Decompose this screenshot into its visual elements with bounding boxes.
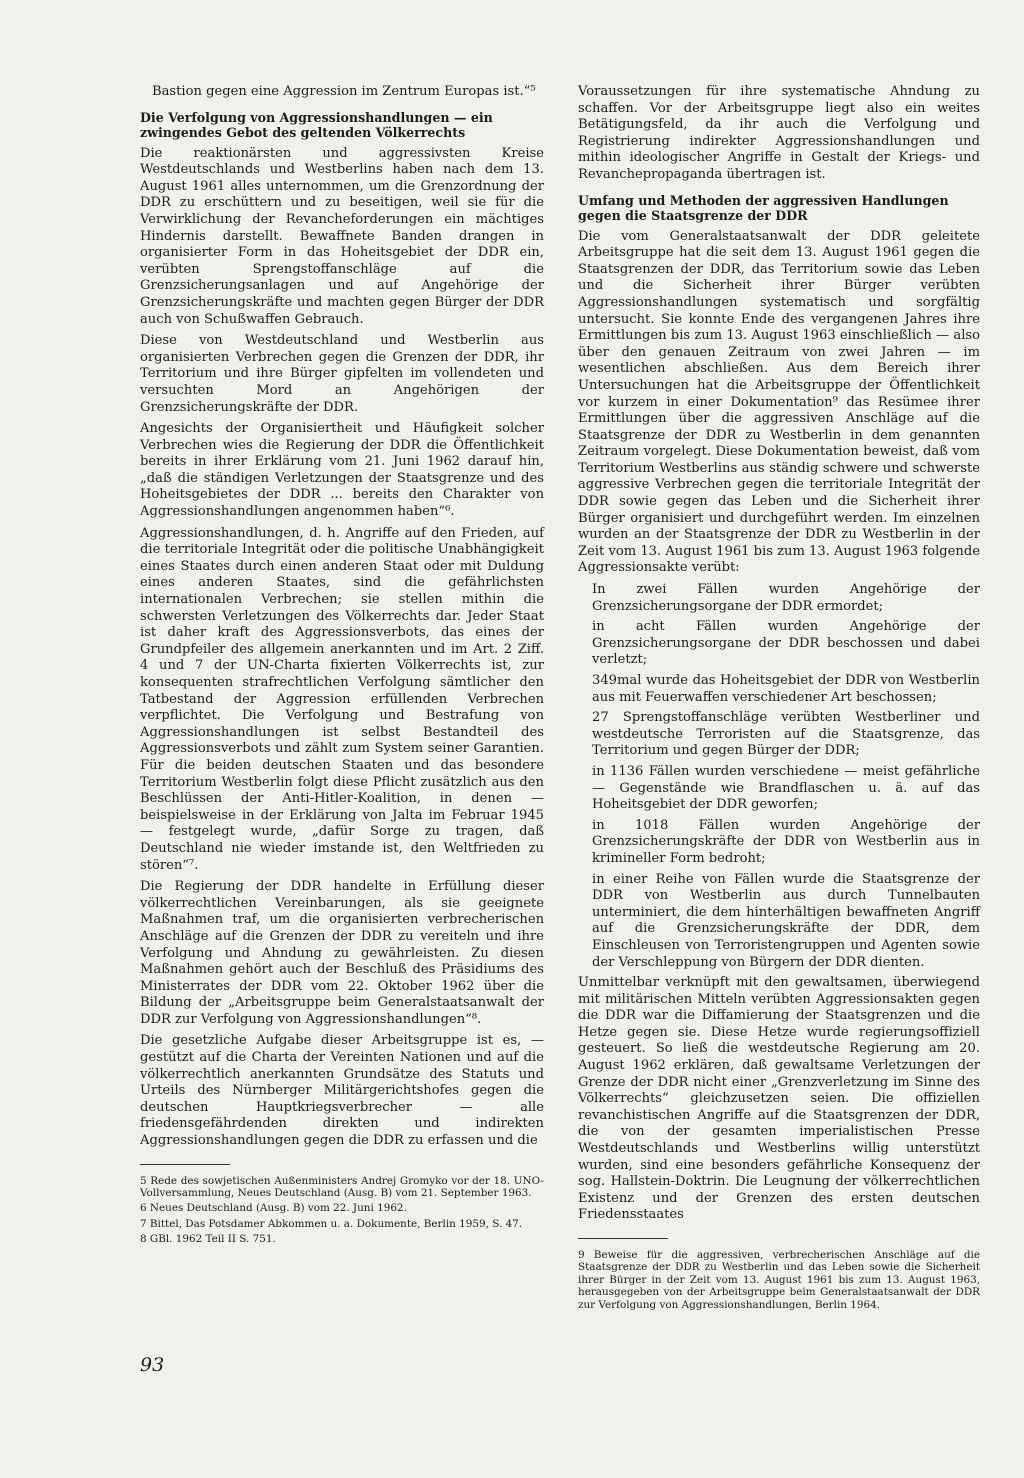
footnote-divider <box>140 1164 230 1165</box>
footnote: 8 GBl. 1962 Teil II S. 751. <box>140 1233 276 1246</box>
list-item: in 1136 Fällen wurden verschiedene — meist gefährliche — Gegenstände wie Brandflaschen u. ä. auf das Hoheitsgebiet der DDR geworfen; <box>592 763 980 813</box>
footnotes-right <box>578 1249 980 1311</box>
paragraph: Die reaktionärsten und aggressivsten Kreise Westdeutschlands und Westberlins haben nach dem 13. August 1961 alles unternommen, um die Grenzordnung der DDR zu erschüttern und zu beseitigen, weil sie für die Verwirklichung der Revancheforderungen ein mächtiges Hindernis darstellt. Bewaffnete Banden drangen in organisierter Form in das Hoheitsgebiet der DDR ein, verübten Sprengstoffanschläge auf die Grenzsicherungsanlagen und auf Angehörige der Grenzsicherungskräfte und machten gegen Bürger der DDR auch von Schußwaffen Gebrauch. <box>140 145 544 327</box>
section-heading-umfang: Umfang und Methoden der aggressiven Handlungen gegen die Staatsgrenze der DDR <box>578 192 949 224</box>
section-heading-verfolgung: Die Verfolgung von Aggressionshandlungen — ein zwingendes Gebot des geltenden Völkerrechts <box>140 109 493 141</box>
paragraph: Angesichts der Organisiertheit und Häufigkeit solcher Verbrechen wies die Regierung der DDR die Öffentlichkeit bereits in ihrer Erklärung vom 21. Juni 1962 darauf hin, „daß die ständigen Verletzungen der Staatsgrenze und des Hoheitsgebietes der DDR ... bereits den Charakter von Aggressionshandlungen angenommen haben“⁶. <box>140 421 544 520</box>
footnote-divider <box>578 1238 668 1239</box>
paragraph: Die gesetzliche Aufgabe dieser Arbeitsgruppe ist es, — gestützt auf die Charta der Vereinten Nationen und auf die völkerrechtlich anerkannten Grundsätze des Statuts und Urteils des Nürnberger Militärgerichtshofes gegen die deutschen Hauptkriegsverbrecher — alle friedensgefährdenden direkten und indirekten Aggressionshandlungen gegen die DDR zu erfassen und die <box>140 1033 544 1149</box>
paragraph: Unmittelbar verknüpft mit den gewaltsamen, überwiegend mit militärischen Mitteln verübten Aggressionsakten gegen die DDR war die Diffamierung der Staatsgrenzen und die Hetze gegen sie. Diese Hetze wurde regierungsoffiziell gesteuert. So ließ die westdeutsche Regierung am 20. August 1962 erklären, daß gewaltsame Verletzungen der Grenze der DDR nicht einer „Grenzverletzung im Sinne des Völkerrechts“ gleichzusetzen seien. Die offiziellen revanchistischen Angriffe auf die Staatsgrenzen der DDR, die von der gesamten imperialistischen Presse Westdeutschlands und Westberlins willig unterstützt wurden, sind eine besonders gefährliche Konsequenz der sog. Hallstein-Doktrin. Die Leugnung der völkerrechtlichen Existenz und der Grenzen des ersten deutschen Friedensstaates <box>578 975 980 1223</box>
list-item: in einer Reihe von Fällen wurde die Staatsgrenze der DDR von Westberlin aus durch Tunnelbauten unterminiert, die dem hinterhältigen bewaffneten Angriff auf die Grenzsicherungskräfte der DDR, dem Einschleusen von Terroristengruppen und Agenten sowie der Verschleppung von Bürgern der DDR dienten. <box>592 871 980 970</box>
footnote: 5 Rede des sowjetischen Außenministers Andrej Gromyko vor der 18. UNO-Vollversammlung, Neues Deutschland (Ausg. B) vom 21. September 1963. <box>140 1174 544 1200</box>
footnote: 7 Bittel, Das Potsdamer Abkommen u. a. Dokumente, Berlin 1959, S. 47. <box>140 1217 523 1230</box>
left-column <box>140 84 544 1249</box>
footnote: 9 Beweise für die aggressiven, verbrecherischen Anschläge auf die Staatsgrenze der DDR zu Westberlin und das Leben sowie die Sicherheit ihrer Bürger in der Zeit vom 13. August 1961 bis zum 13. August 1963, herausgegeben von der Arbeitsgruppe beim Generalstaatsanwalt der DDR zur Verfolgung von Aggressionshandlungen, Berlin 1964. <box>578 1249 980 1311</box>
footnotes-left <box>140 1175 544 1246</box>
paragraph: Voraussetzungen für ihre systematische Ahndung zu schaffen. Vor der Arbeitsgruppe liegt also ein weites Betätigungsfeld, da ihr auch die Verfolgung und Registrierung indirekter Aggressionshandlungen und mithin ideologischer Angriffe in Gestalt der Kriegs- und Revanchepropaganda übertragen ist. <box>578 84 980 182</box>
list-item: 349mal wurde das Hoheitsgebiet der DDR von Westberlin aus mit Feuerwaffen verschiedener Art beschossen; <box>592 673 980 705</box>
footnote: 6 Neues Deutschland (Ausg. B) vom 22. Juni 1962. <box>140 1202 407 1215</box>
list-item: 27 Sprengstoffanschläge verübten Westberliner und westdeutsche Terroristen auf die Staatsgrenze, das Territorium und gegen Bürger der DDR; <box>592 710 980 759</box>
paragraph: Aggressionshandlungen, d. h. Angriffe auf den Frieden, auf die territoriale Integrität oder die politische Unabhängigkeit eines Staates durch einen anderen Staat oder mit Duldung eines anderen Staates, sind die gefährlichsten internationalen Verbrechen; sie stellen mithin die schwersten Verletzungen des Völkerrechts dar. Jeder Staat ist daher kraft des Aggressionsverbots, das eines der Grundpfeiler des allgemein anerkannten und im Art. 2 Ziff. 4 und 7 der UN-Charta fixierten Völkerrechts ist, zur konsequenten strafrechtlichen Verfolgung sämtlicher den Tatbestand der Aggression erfüllenden Verbrechen verpflichtet. Die Verfolgung und Bestrafung von Aggressionshandlungen ist selbst Bestandteil des Aggressionsverbots und zählt zum System seiner Garantien. Für die beiden deutschen Staaten und das besondere Territorium Westberlin folgt diese Pflicht zusätzlich aus den Beschlüssen der Anti-Hitler-Koalition, in denen — beispielsweise in der Erklärung von Jalta im Februar 1945 — festgelegt wurde, „dafür Sorge zu tragen, daß Deutschland nie wieder imstande ist, den Weltfrieden zu stören“⁷. <box>140 525 544 873</box>
paragraph: Die vom Generalstaatsanwalt der DDR geleitete Arbeitsgruppe hat die seit dem 13. August 1961 gegen die Staatsgrenzen der DDR, das Territorium sowie das Leben und die Sicherheit ihrer Bürger verübten Aggressionshandlungen systematisch und sorgfältig untersucht. Sie konnte Ende des vergangenen Jahres ihre Ermittlungen bis zum 13. August 1963 einschließlich — also über den genauen Zeitraum von zwei Jahren — im wesentlichen abschließen. Aus dem Bereich ihrer Untersuchungen hat die Arbeitsgruppe der Öffentlichkeit vor kurzem in einer Dokumentation⁹ das Resümee ihrer Ermittlungen über die aggressiven Anschläge auf die Staatsgrenze der DDR zu Westberlin in dem genannten Zeitraum vorgelegt. Diese Dokumentation beweist, daß vom Territorium Westberlins aus ständig schwere und schwerste aggressive Verbrechen gegen die territoriale Integrität der DDR sowie gegen das Leben und die Sicherheit ihrer Bürger organisiert und durchgeführt werden. Im einzelnen wurden an der Staatsgrenze der DDR zu Westberlin in der Zeit vom 13. August 1961 bis zum 13. August 1963 folgende Aggressionsakte verübt: <box>578 228 980 576</box>
right-column <box>578 84 980 1314</box>
list-item: in acht Fällen wurden Angehörige der Grenzsicherungsorgane der DDR beschossen und dabei verletzt; <box>592 619 980 668</box>
paragraph: Die Regierung der DDR handelte in Erfüllung dieser völkerrechtlichen Vereinbarungen, als sie geeignete Maßnahmen traf, um die organisierten verbrecherischen Anschläge auf die Grenzen der DDR zu vereiteln und ihre Verfolgung und Ahndung zu gewährleisten. Zu diesen Maßnahmen gehört auch der Beschluß des Präsidiums des Ministerrates der DDR vom 22. Oktober 1962 über die Bildung der „Arbeitsgruppe beim Generalstaatsanwalt der DDR zur Verfolgung von Aggressionshandlungen“⁸. <box>140 879 544 1027</box>
list-item: in 1018 Fällen wurden Angehörige der Grenzsicherungskräfte der DDR von Westberlin aus in krimineller Form bedroht; <box>592 817 980 866</box>
page-number: 93 <box>140 1354 165 1376</box>
list-item: In zwei Fällen wurden Angehörige der Grenzsicherungsorgane der DDR ermordet; <box>592 582 980 614</box>
paragraph-continuation: Bastion gegen eine Aggression im Zentrum Europas ist.“⁵ <box>152 84 536 99</box>
paragraph: Diese von Westdeutschland und Westberlin aus organisierten Verbrechen gegen die Grenzen der DDR, ihr Territorium und ihre Bürger gipfelten im vollendeten und versuchten Mord an Angehörigen der Grenzsicherungskräfte der DDR. <box>140 333 544 415</box>
